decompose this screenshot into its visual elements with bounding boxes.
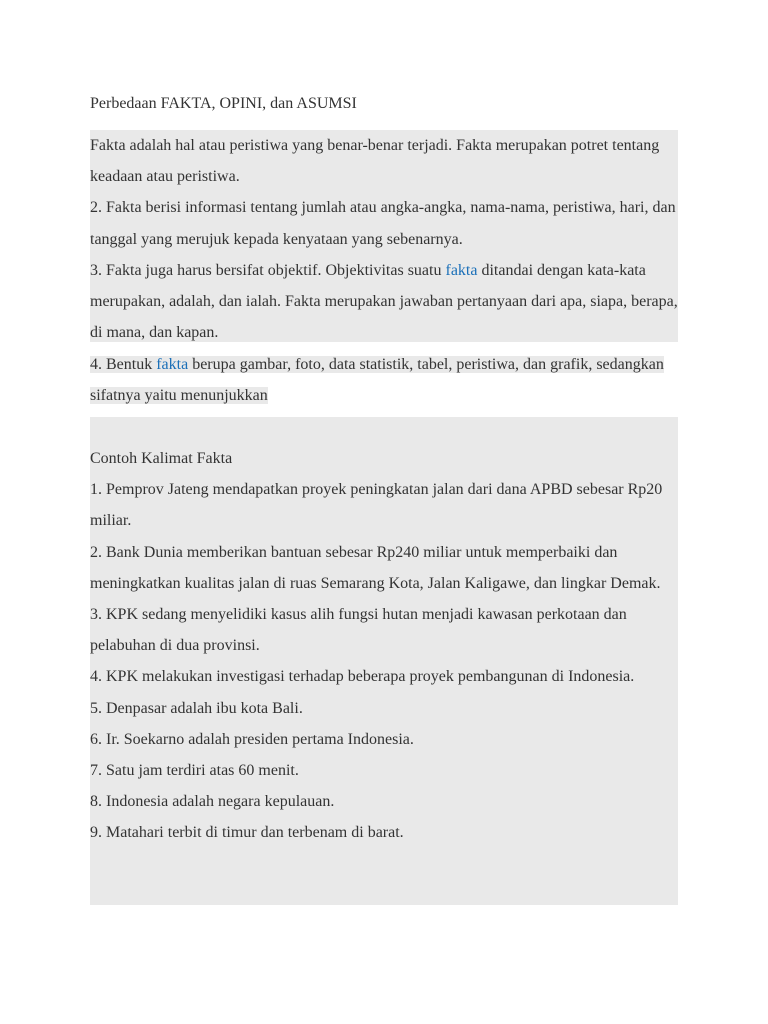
fakta-definition-block (90, 130, 678, 342)
list-item: 5. Denpasar adalah ibu kota Bali. (90, 699, 303, 717)
fakta-paragraph-4 (90, 349, 678, 411)
fakta-paragraph-3 (90, 255, 678, 349)
fakta-paragraph-3-text-b: ditandai dengan kata-kata merupakan, adalah, dan ialah. Fakta merupakan jawaban pertanyaan dari apa, siapa, berapa, di mana, dan kapan. (90, 261, 678, 342)
fakta-link-2[interactable]: fakta (156, 356, 189, 373)
fakta-paragraph-4-highlight (90, 356, 664, 404)
list-item: 9. Matahari terbit di timur dan terbenam di barat. (90, 824, 404, 842)
list-item: 2. Bank Dunia memberikan bantuan sebesar Rp240 miliar untuk memperbaiki dan meningkatkan kualitas jalan di ruas Semarang Kota, Jalan Kaligawe, dan lingkar Demak. (90, 543, 661, 592)
fakta-paragraph-3-text-a: 3. Fakta juga harus bersifat objektif. Objektivitas suatu (90, 261, 446, 279)
list-item: 3. KPK sedang menyelidiki kasus alih fungsi hutan menjadi kawasan perkotaan dan pelabuhan di dua provinsi. (90, 606, 627, 655)
fakta-paragraph-1: Fakta adalah hal atau peristiwa yang benar-benar terjadi. Fakta merupakan potret tentang keadaan atau peristiwa. (90, 137, 660, 186)
page-title: Perbedaan FAKTA, OPINI, dan ASUMSI (90, 95, 357, 112)
fakta-paragraph-4-text-a: 4. Bentuk (90, 356, 157, 373)
list-item: 7. Satu jam terdiri atas 60 menit. (90, 762, 299, 780)
list-item: 4. KPK melakukan investigasi terhadap beberapa proyek pembangunan di Indonesia. (90, 668, 635, 686)
list-item: 6. Ir. Soekarno adalah presiden pertama Indonesia. (90, 730, 414, 748)
fakta-paragraph-4-text-b: berupa gambar, foto, data statistik, tabel, peristiwa, dan grafik, sedangkan sifatnya yaitu menunjukkan (90, 356, 664, 405)
fakta-form-block (90, 349, 678, 411)
fakta-paragraph-2: 2. Fakta berisi informasi tentang jumlah atau angka-angka, nama-nama, peristiwa, hari, dan tanggal yang merujuk kepada kenyataan yang sebenarnya. (90, 199, 676, 248)
list-item: 8. Indonesia adalah negara kepulauan. (90, 793, 335, 811)
contoh-heading: Contoh Kalimat Fakta (90, 450, 233, 467)
list-item: 1. Pemprov Jateng mendapatkan proyek peningkatan jalan dari dana APBD sebesar Rp20 miliar. (90, 481, 663, 530)
contoh-fakta-block (90, 417, 678, 905)
fakta-link-1[interactable]: fakta (445, 261, 478, 279)
